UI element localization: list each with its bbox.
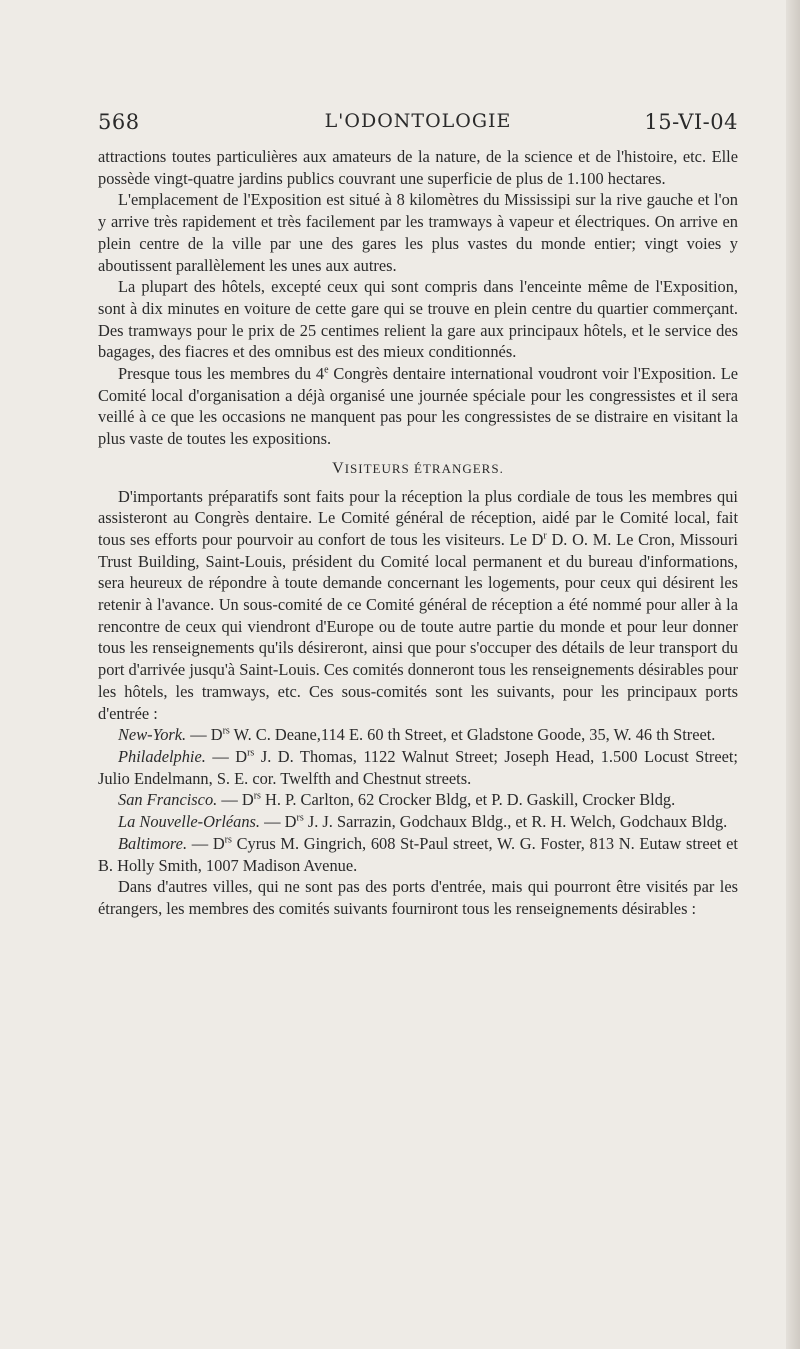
paragraph-1: attractions toutes particulières aux amateurs de la nature, de la science et de l'histoire, etc. Elle possède vingt-quatre jardins publics couvrant une superficie de plus de 1.100 hectares. [98, 147, 738, 188]
paragraph-2: L'emplacement de l'Exposition est situé à 8 kilomètres du Mississipi sur la rive gauche et l'on y arrive très rapidement et très facilement par les tramways à vapeur et électriques. On arrive en plein centre de la ville par une des gares les plus vastes du monde entier; vingt voies y aboutissent parallèlement les unes aux autres. [98, 190, 738, 275]
dr-prefix: D [212, 833, 225, 853]
p4-sup: e [324, 364, 329, 376]
port-text: H. P. Carlton, 62 Crocker Bldg, et P. D. Gaskill, Crocker Bldg. [260, 790, 676, 810]
drs-sup: rs [253, 790, 261, 802]
city-label: San Francisco. [118, 790, 218, 810]
p4-text-a: Presque tous les membres du 4 [118, 364, 325, 384]
section-title-rest: ISITEURS ÉTRANGERS. [344, 460, 504, 476]
city-label: New-York. [118, 725, 187, 745]
p5-sup: r [543, 530, 547, 542]
port-text: J. D. Thomas, 1122 Walnut Street; Joseph Head, 1.500 Locust Street; Julio Endelmann, S. E. cor. Twelfth and Chestnut streets. [98, 746, 738, 788]
dr-prefix: D [241, 790, 254, 810]
port-text: J. J. Sarrazin, Godchaux Bldg., et R. H. Welch, Godchaux Bldg. [303, 812, 728, 832]
issue-date: 15-VI-04 [644, 110, 738, 134]
page-number: 568 [98, 110, 140, 134]
dash: — [260, 812, 285, 832]
dash: — [205, 746, 236, 766]
section-title [98, 458, 738, 480]
dash: — [187, 833, 213, 853]
dash: — [186, 725, 211, 745]
port-text: Cyrus M. Gingrich, 608 St-Paul street, W. G. Foster, 813 N. Eutaw street et B. Holly Smith, 1007 Madison Avenue. [98, 833, 738, 875]
drs-sup: rs [296, 812, 304, 824]
page-edge [786, 0, 800, 1349]
port-new-york [98, 724, 738, 746]
city-label: Baltimore. [118, 833, 188, 853]
paragraph-5 [98, 486, 738, 725]
port-san-francisco [98, 789, 738, 811]
paragraph-last: Dans d'autres villes, qui ne sont pas des ports d'entrée, mais qui pourront être visités par les étrangers, les membres des comités suivants fourniront tous les renseignements désirables : [98, 877, 738, 918]
port-philadelphie [98, 746, 738, 789]
journal-title: L'ODONTOLOGIE [324, 110, 512, 132]
port-text: W. C. Deane,114 E. 60 th Street, et Gladstone Goode, 35, W. 46 th Street. [229, 725, 716, 745]
dash: — [217, 790, 242, 810]
drs-sup: rs [247, 747, 255, 759]
body-text [98, 146, 738, 920]
running-head [98, 110, 738, 140]
dr-prefix: D [210, 725, 223, 745]
p5-text-b: D. O. M. Le Cron, Missouri Trust Building, Saint-Louis, président du Comité local permanent et du bureau d'informations, sera heureux de répondre à toute demande concernant les logements, pour ceux qui désirent les retenir à l'avance. Un sous-comité de ce Comité général de réception a été nommé pour aller à la rencontre de ceux qui viendront d'Europe ou de toute autre partie du monde et pour leur donner tous les renseignements qu'ils désireront, ainsi que pour s'occuper des détails de leur transport du port d'arrivée jusqu'à Saint-Louis. Ces comités donneront tous les renseignements désirables pour les hôtels, les tramways, etc. Ces sous-comités sont les suivants, pour les principaux ports d'entrée : [98, 529, 738, 723]
city-label: Philadelphie. [118, 746, 206, 766]
p5-text-a: D'importants préparatifs sont faits pour la réception la plus cordiale de tous les membres qui assisteront au Congrès dentaire. Le Comité général de réception, aidé par le Comité local, fait tous ses efforts pour pourvoir au confort de tous les visiteurs. Le D [98, 486, 738, 549]
p4-text-b: Congrès dentaire international voudront voir l'Exposition. Le Comité local d'organisation a déjà organisé une journée spéciale pour les congressistes et il sera veillé à ce que les occasions ne manquent pas pour les congressistes de se distraire en visitant la plus vaste de toutes les expositions. [98, 364, 739, 449]
city-label: La Nouvelle-Orléans. [118, 812, 261, 832]
drs-sup: rs [224, 834, 232, 846]
dr-prefix: D [235, 746, 248, 766]
section-title-cap: V [332, 459, 345, 477]
paragraph-4 [98, 363, 738, 450]
drs-sup: rs [222, 725, 230, 737]
port-baltimore [98, 833, 738, 876]
dr-prefix: D [284, 812, 297, 832]
port-nouvelle-orleans [98, 811, 738, 833]
paragraph-3: La plupart des hôtels, excepté ceux qui sont compris dans l'enceinte même de l'Exposition, sont à dix minutes en voiture de cette gare qui se trouve en plein centre du quartier commerçant. Des tramways pour le prix de 25 centimes relient la gare aux principaux hôtels, et le service des bagages, des fiacres et des omnibus est des mieux conditionnés. [98, 277, 738, 362]
